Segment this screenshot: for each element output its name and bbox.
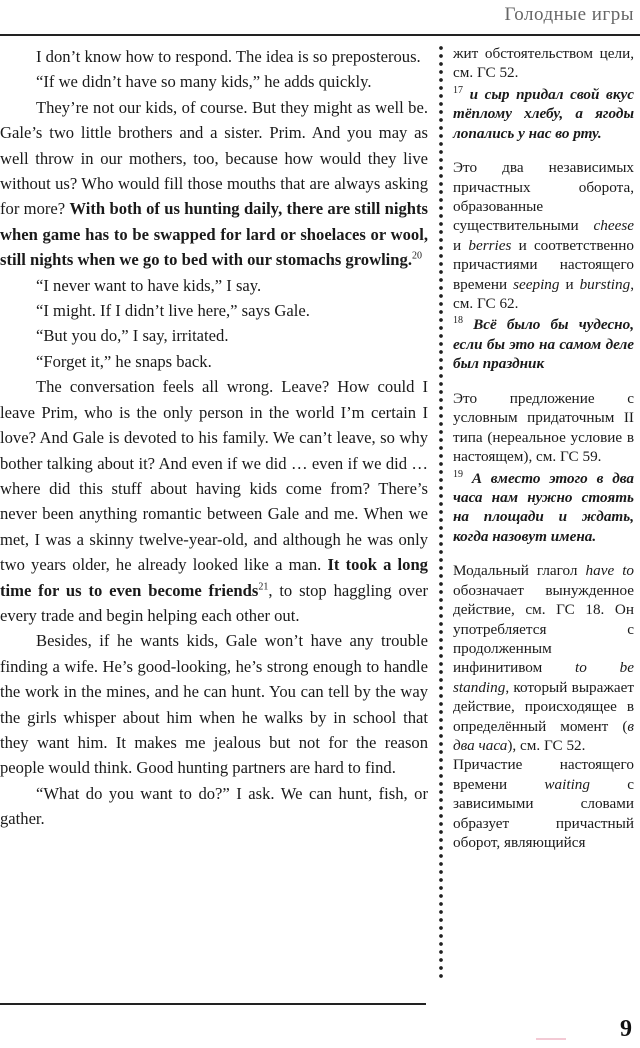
- note-number: 19: [453, 468, 463, 480]
- footer-rule: [0, 1003, 426, 1005]
- note-number: 18: [453, 315, 463, 327]
- english-term: seeping: [513, 275, 560, 293]
- paragraph-text: They’re not our kids, of course. But they might as well be. Gale’s two little brothers and a sister. Prim. And you may as well throw in our mothers, too, because how would they live without us? Who would fill those mouths that are always asking for more?: [0, 97, 428, 219]
- page-number: 9: [620, 1016, 632, 1042]
- paragraph-text: , to stop haggling over every trade and begin helping each other out.: [0, 580, 428, 625]
- paragraph: “But you do,” I say, irritated.: [36, 326, 229, 346]
- note-body: Это два независимых причастных оборота, образованные существительными cheese и berries и соответственно причастиями настоящего времени seeping и bursting, см. ГС 62.: [453, 159, 635, 313]
- note-heading: $^{17}$ и сыр придал свой вкус тёплому хлебу, а ягоды лопались у нас во рту.: [453, 84, 635, 142]
- note-body: Причастие настоящего времени waiting с зависимыми словами образует причастный оборот, являющийся: [453, 756, 635, 851]
- paragraph: [0, 95, 428, 273]
- paragraph: “If we didn’t have so many kids,” he adds quickly.: [36, 72, 372, 92]
- paragraph: “I never want to have kids,” I say.: [36, 275, 262, 295]
- note-heading: $^{19}$ А вместо этого в два часа нам нужно стоять на площади и ждать, когда назовут имена.: [453, 468, 635, 545]
- english-term: bursting: [579, 275, 631, 293]
- highlighted-sentence: With both of us hunting daily, there are still nights when game has to be swapped for lard or shoelaces or wool, still nights when we go to bed with our stomachs growling.: [0, 199, 428, 270]
- paragraph: “I might. If I didn’t live here,” says Gale.: [36, 301, 310, 321]
- paragraph: I don’t know how to respond. The idea is so preposterous.: [36, 47, 421, 66]
- note-body: Модальный глагол have to обозначает вынужденное действие, см. ГС 18. Он употребляется с продолженным инфинитивом to be standing, который выражает действие, происходящее в определённый момент (в два часа), см. ГС 52.: [453, 562, 635, 754]
- english-term: waiting: [544, 775, 590, 793]
- main-text-column: [0, 44, 428, 832]
- english-term: berries: [468, 236, 512, 254]
- paragraph: “What do you want to do?” I ask. We can hunt, fish, or gather.: [0, 783, 428, 829]
- paragraph-text: The conversation feels all wrong. Leave? How could I leave Prim, who is the only person in the world I’m certain I love? And Gale is devoted to his family. We can’t leave, so why bother talking about it? And even if we did … even if we did … where did this stuff about having kids come from? There’s never been anything romantic between Gale and me. When we met, I was a skinny twelve-year-old, and although he was only two years older, he already looked like a man.: [0, 377, 428, 575]
- page-mark: [536, 1038, 566, 1040]
- english-term: have to: [585, 562, 635, 580]
- header-rule: [0, 34, 640, 36]
- side-notes-column: [453, 44, 634, 852]
- footnote-ref: 21: [258, 581, 269, 592]
- note-heading: $^{18}$ Всё было бы чудесно, если бы это на самом деле был праздник: [453, 315, 635, 373]
- dotted-column-divider: [439, 44, 443, 979]
- highlighted-sentence: It took a long time for us to even become friends: [0, 555, 428, 600]
- note-body: Это предложение с условным придаточным II типа (нереальное условие в настоящем), см. ГС 59.: [453, 389, 634, 466]
- running-header-title: Голодные игры: [504, 4, 634, 25]
- note-number: 17: [453, 84, 463, 96]
- paragraph: “Forget it,” he snaps back.: [36, 351, 212, 371]
- paragraph: Besides, if he wants kids, Gale won’t have any trouble finding a wife. He’s good-looking, he’s strong enough to handle the work in the mines, and he can hunt. You can tell by the way the girls whisper about him when he walks by in school that they want him. It makes me jealous but not for the reason people would think. Good hunting partners are hard to find.: [0, 631, 428, 778]
- english-term: cheese: [593, 217, 634, 235]
- russian-term: в два часа: [453, 717, 634, 754]
- paragraph: [0, 374, 428, 628]
- english-term: to be standing: [453, 659, 634, 696]
- footnote-ref: 20: [411, 250, 422, 262]
- note-continuation: жит обстоятельством цели, см. ГС 52.: [453, 45, 634, 82]
